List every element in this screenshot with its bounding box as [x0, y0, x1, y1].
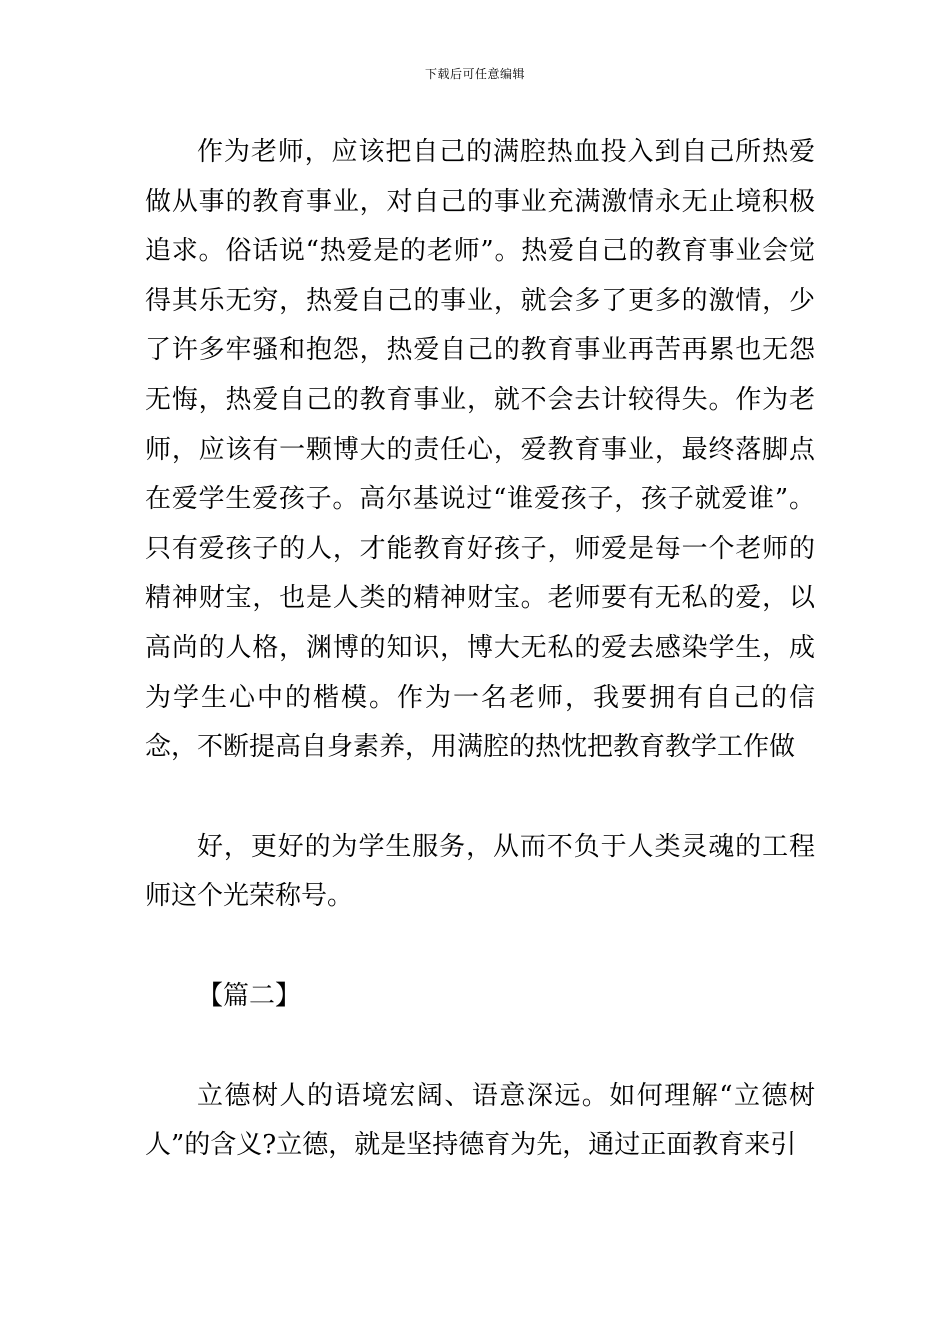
paragraph-1: 作为老师，应该把自己的满腔热血投入到自己所热爱做从事的教育事业，对自己的事业充满激情永无止境积极追求。俗话说“热爱是的老师”。热爱自己的教育事业会觉得其乐无穷，热爱自己的事业，就会多了更多的激情，少了许多牢骚和抱怨，热爱自己的教育事业再苦再累也无怨无悔，热爱自己的教育事业，就不会去计较得失。作为老师，应该有一颗博大的责任心，爱教育事业，最终落脚点在爱学生爱孩子。高尔基说过“谁爱孩子，孩子就爱谁”。只有爱孩子的人，才能教育好孩子，师爱是每一个老师的精神财宝，也是人类的精神财宝。老师要有无私的爱，以高尚的人格，渊博的知识，博大无私的爱去感染学生，成为学生心中的楷模。作为一名老师，我要拥有自己的信念，不断提高自身素养，用满腔的热忱把教育教学工作做: [145, 137, 815, 763]
section-heading: 【篇二】: [197, 980, 302, 1011]
header-note: 下载后可任意编辑: [424, 67, 525, 81]
document-body: [145, 128, 815, 1171]
paragraph-gap: [145, 1022, 815, 1072]
paragraph-2: 好，更好的为学生服务，从而不负于人类灵魂的工程师这个光荣称号。: [145, 831, 815, 912]
paragraph-3: 立德树人的语境宏阔、语意深远。如何理解“立德树人”的含义?立德，就是坚持德育为先，通过正面教育来引: [145, 1080, 815, 1161]
paragraph-gap: [145, 773, 815, 823]
paragraph-gap: [145, 922, 815, 972]
